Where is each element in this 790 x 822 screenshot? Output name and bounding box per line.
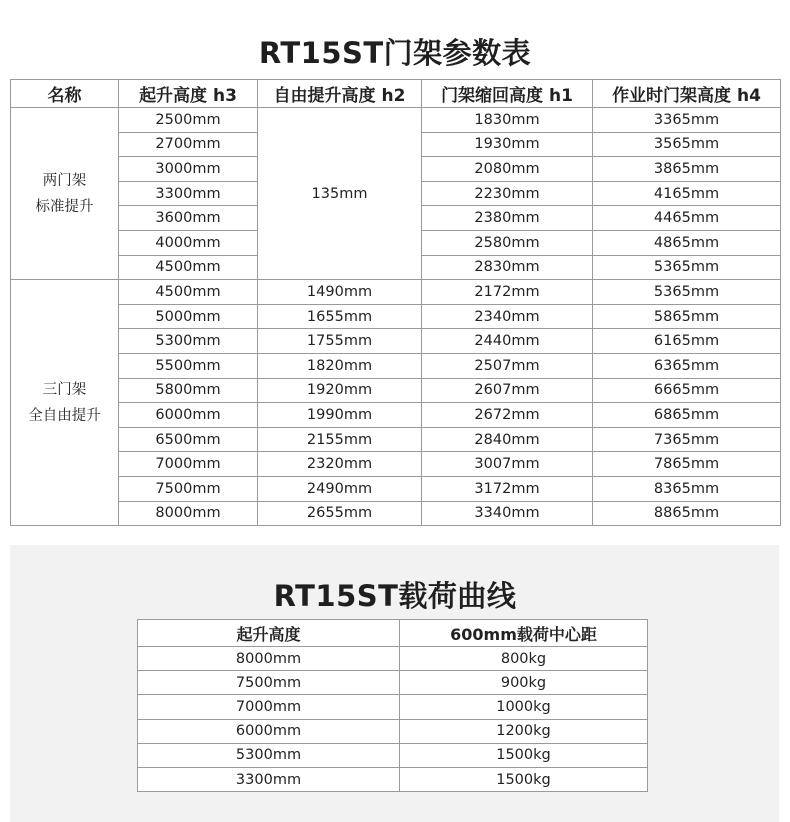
lift-height-cell: 8000mm	[119, 501, 258, 526]
lift-height-cell: 7000mm	[138, 695, 400, 719]
lift-height-cell: 5300mm	[119, 329, 258, 354]
header-free-lift: 自由提升高度 h2	[258, 80, 422, 108]
retracted-height-cell: 2172mm	[422, 280, 593, 305]
table-row	[138, 647, 648, 671]
table-row	[138, 695, 648, 719]
lift-height-cell: 5000mm	[119, 304, 258, 329]
table-row	[138, 671, 648, 695]
free-lift-cell: 1755mm	[258, 329, 422, 354]
table-row	[11, 280, 781, 305]
lift-height-cell: 5500mm	[119, 353, 258, 378]
retracted-height-cell: 2830mm	[422, 255, 593, 280]
free-lift-cell: 1490mm	[258, 280, 422, 305]
free-lift-cell: 1990mm	[258, 403, 422, 428]
header-retracted-height: 门架缩回高度 h1	[422, 80, 593, 108]
working-height-cell: 7365mm	[593, 427, 781, 452]
lift-height-cell: 6500mm	[119, 427, 258, 452]
load-table-body	[138, 647, 648, 792]
free-lift-cell: 135mm	[258, 108, 422, 280]
mast-table-title: RT15ST门架参数表	[258, 36, 532, 70]
load-capacity-cell: 1500kg	[400, 743, 648, 767]
working-height-cell: 6165mm	[593, 329, 781, 354]
lift-height-cell: 5800mm	[119, 378, 258, 403]
lift-height-cell: 7000mm	[119, 452, 258, 477]
table-row	[11, 304, 781, 329]
table-row	[138, 767, 648, 791]
table-row	[11, 501, 781, 526]
lift-height-cell: 7500mm	[119, 476, 258, 501]
retracted-height-cell: 3340mm	[422, 501, 593, 526]
lift-height-cell: 6000mm	[138, 719, 400, 743]
table-header-row	[138, 620, 648, 647]
retracted-height-cell: 3172mm	[422, 476, 593, 501]
load-capacity-cell: 800kg	[400, 647, 648, 671]
header-working-height: 作业时门架高度 h4	[593, 80, 781, 108]
retracted-height-cell: 1830mm	[422, 108, 593, 133]
mast-table-body	[11, 108, 781, 526]
table-row	[11, 427, 781, 452]
header-lift-height: 起升高度 h3	[119, 80, 258, 108]
table-row	[11, 403, 781, 428]
free-lift-cell: 2320mm	[258, 452, 422, 477]
working-height-cell: 8865mm	[593, 501, 781, 526]
lift-height-cell: 4500mm	[119, 255, 258, 280]
retracted-height-cell: 2580mm	[422, 230, 593, 255]
group-name-two-stage	[11, 108, 119, 280]
load-curve-title: RT15ST载荷曲线	[273, 579, 517, 613]
working-height-cell: 8365mm	[593, 476, 781, 501]
table-row	[11, 378, 781, 403]
load-capacity-cell: 1500kg	[400, 767, 648, 791]
free-lift-cell: 2490mm	[258, 476, 422, 501]
working-height-cell: 5865mm	[593, 304, 781, 329]
lift-height-cell: 3600mm	[119, 206, 258, 231]
lift-height-cell: 3300mm	[119, 181, 258, 206]
load-capacity-cell: 900kg	[400, 671, 648, 695]
lift-height-cell: 5300mm	[138, 743, 400, 767]
free-lift-cell: 1655mm	[258, 304, 422, 329]
lift-height-cell: 7500mm	[138, 671, 400, 695]
working-height-cell: 3865mm	[593, 157, 781, 182]
retracted-height-cell: 2080mm	[422, 157, 593, 182]
retracted-height-cell: 1930mm	[422, 132, 593, 157]
lift-height-cell: 8000mm	[138, 647, 400, 671]
lift-height-cell: 3300mm	[138, 767, 400, 791]
working-height-cell: 3365mm	[593, 108, 781, 133]
group-name-line: 标准提升	[35, 198, 94, 215]
free-lift-cell: 2155mm	[258, 427, 422, 452]
retracted-height-cell: 2607mm	[422, 378, 593, 403]
working-height-cell: 6665mm	[593, 378, 781, 403]
group-name-line: 三门架	[42, 381, 87, 398]
lift-height-cell: 2700mm	[119, 132, 258, 157]
retracted-height-cell: 2230mm	[422, 181, 593, 206]
free-lift-cell: 2655mm	[258, 501, 422, 526]
lift-height-cell: 6000mm	[119, 403, 258, 428]
retracted-height-cell: 2840mm	[422, 427, 593, 452]
lift-height-cell: 2500mm	[119, 108, 258, 133]
working-height-cell: 4165mm	[593, 181, 781, 206]
working-height-cell: 3565mm	[593, 132, 781, 157]
working-height-cell: 5365mm	[593, 255, 781, 280]
working-height-cell: 6865mm	[593, 403, 781, 428]
header-load-center: 600mm载荷中心距	[400, 620, 648, 647]
table-row	[11, 108, 781, 133]
table-row	[11, 353, 781, 378]
group-name-three-stage	[11, 280, 119, 526]
working-height-cell: 4865mm	[593, 230, 781, 255]
table-row	[11, 329, 781, 354]
retracted-height-cell: 2507mm	[422, 353, 593, 378]
free-lift-cell: 1820mm	[258, 353, 422, 378]
working-height-cell: 6365mm	[593, 353, 781, 378]
working-height-cell: 5365mm	[593, 280, 781, 305]
table-row	[11, 452, 781, 477]
retracted-height-cell: 2380mm	[422, 206, 593, 231]
retracted-height-cell: 3007mm	[422, 452, 593, 477]
retracted-height-cell: 2340mm	[422, 304, 593, 329]
table-row	[138, 743, 648, 767]
table-row	[138, 719, 648, 743]
working-height-cell: 7865mm	[593, 452, 781, 477]
free-lift-cell: 1920mm	[258, 378, 422, 403]
table-header-row	[11, 80, 781, 108]
retracted-height-cell: 2672mm	[422, 403, 593, 428]
header-name: 名称	[11, 80, 119, 108]
lift-height-cell: 4000mm	[119, 230, 258, 255]
load-capacity-cell: 1200kg	[400, 719, 648, 743]
retracted-height-cell: 2440mm	[422, 329, 593, 354]
group-name-line: 两门架	[42, 172, 87, 189]
header-lift-height: 起升高度	[138, 620, 400, 647]
lift-height-cell: 4500mm	[119, 280, 258, 305]
table-row	[11, 476, 781, 501]
mast-parameter-table	[10, 79, 781, 526]
load-curve-table	[137, 619, 648, 792]
load-capacity-cell: 1000kg	[400, 695, 648, 719]
group-name-line: 全自由提升	[28, 407, 101, 424]
lift-height-cell: 3000mm	[119, 157, 258, 182]
working-height-cell: 4465mm	[593, 206, 781, 231]
